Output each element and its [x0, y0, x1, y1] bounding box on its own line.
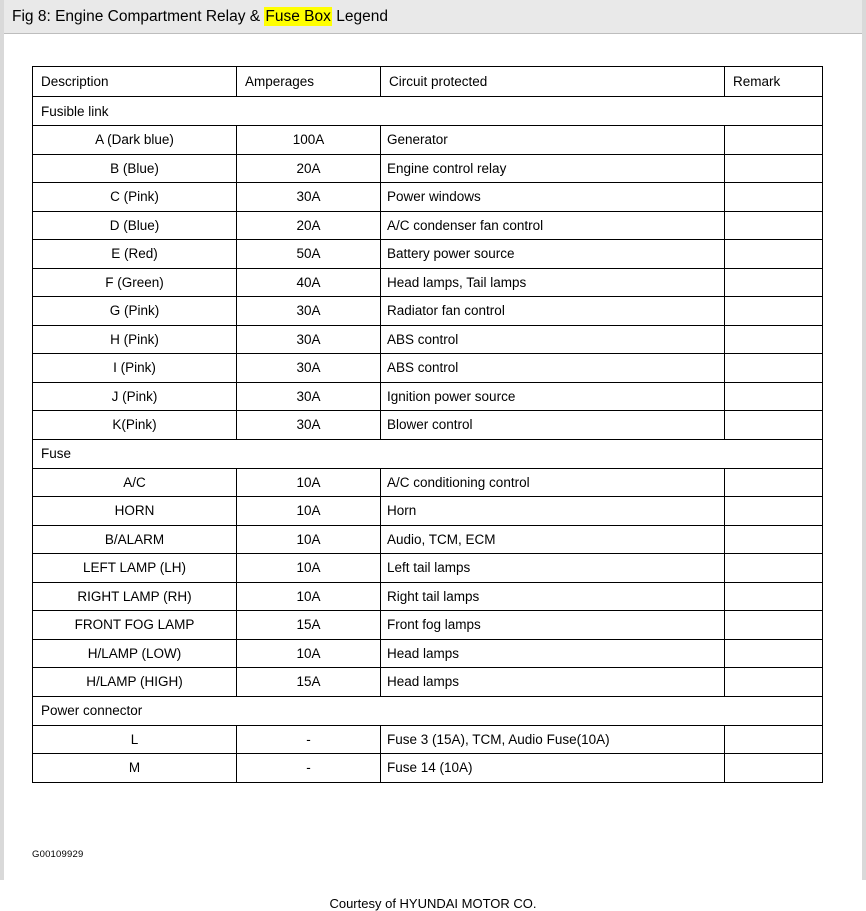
cell-amperage: 30A: [237, 325, 381, 354]
cell-remark: [725, 268, 823, 297]
cell-description: A/C: [33, 468, 237, 497]
cell-remark: [725, 183, 823, 212]
cell-circuit: Head lamps: [381, 639, 725, 668]
cell-circuit: Front fog lamps: [381, 611, 725, 640]
table-row: [33, 154, 823, 183]
cell-description: L: [33, 725, 237, 754]
cell-circuit: Ignition power source: [381, 382, 725, 411]
cell-description: I (Pink): [33, 354, 237, 383]
table-header-row: [33, 67, 823, 97]
cell-amperage: 30A: [237, 183, 381, 212]
cell-circuit: A/C condenser fan control: [381, 211, 725, 240]
cell-circuit: Horn: [381, 497, 725, 526]
cell-remark: [725, 725, 823, 754]
cell-circuit: Radiator fan control: [381, 297, 725, 326]
table-row: [33, 411, 823, 440]
cell-amperage: 20A: [237, 154, 381, 183]
courtesy-note: Courtesy of HYUNDAI MOTOR CO.: [329, 896, 537, 911]
table-row: [33, 268, 823, 297]
cell-description: K(Pink): [33, 411, 237, 440]
cell-circuit: Power windows: [381, 183, 725, 212]
section-title: Power connector: [33, 696, 823, 725]
figure-title-bar: [4, 0, 862, 34]
table-row: [33, 639, 823, 668]
cell-remark: [725, 582, 823, 611]
cell-remark: [725, 639, 823, 668]
table-row: [33, 468, 823, 497]
cell-circuit: ABS control: [381, 354, 725, 383]
cell-description: F (Green): [33, 268, 237, 297]
cell-remark: [725, 325, 823, 354]
cell-remark: [725, 497, 823, 526]
cell-amperage: 10A: [237, 582, 381, 611]
cell-circuit: ABS control: [381, 325, 725, 354]
table-row: [33, 554, 823, 583]
table-row: [33, 611, 823, 640]
cell-remark: [725, 754, 823, 783]
cell-circuit: Battery power source: [381, 240, 725, 269]
cell-description: H (Pink): [33, 325, 237, 354]
cell-description: FRONT FOG LAMP: [33, 611, 237, 640]
cell-amperage: 30A: [237, 354, 381, 383]
cell-description: A (Dark blue): [33, 126, 237, 155]
section-row: [33, 97, 823, 126]
table-row: [33, 382, 823, 411]
table-row: [33, 325, 823, 354]
cell-remark: [725, 468, 823, 497]
cell-remark: [725, 354, 823, 383]
table-row: [33, 668, 823, 697]
cell-circuit: Head lamps: [381, 668, 725, 697]
table-row: [33, 126, 823, 155]
cell-remark: [725, 525, 823, 554]
table-row: [33, 240, 823, 269]
cell-amperage: 10A: [237, 497, 381, 526]
section-row: [33, 696, 823, 725]
table-body: [33, 67, 823, 783]
cell-circuit: A/C conditioning control: [381, 468, 725, 497]
cell-amperage: 10A: [237, 554, 381, 583]
column-header-circuit: Circuit protected: [381, 67, 725, 97]
cell-description: B/ALARM: [33, 525, 237, 554]
column-header-remark: Remark: [725, 67, 823, 97]
column-header-amperages: Amperages: [237, 67, 381, 97]
document-body: [4, 66, 862, 911]
cell-amperage: 20A: [237, 211, 381, 240]
cell-circuit: Audio, TCM, ECM: [381, 525, 725, 554]
cell-amperage: 40A: [237, 268, 381, 297]
cell-circuit: Blower control: [381, 411, 725, 440]
table-row: [33, 754, 823, 783]
cell-remark: [725, 668, 823, 697]
cell-remark: [725, 411, 823, 440]
cell-circuit: Generator: [381, 126, 725, 155]
cell-amperage: 10A: [237, 468, 381, 497]
cell-amperage: 50A: [237, 240, 381, 269]
cell-amperage: 30A: [237, 411, 381, 440]
cell-description: M: [33, 754, 237, 783]
cell-circuit: Fuse 14 (10A): [381, 754, 725, 783]
table-row: [33, 525, 823, 554]
cell-remark: [725, 297, 823, 326]
cell-circuit: Right tail lamps: [381, 582, 725, 611]
cell-description: J (Pink): [33, 382, 237, 411]
cell-description: LEFT LAMP (LH): [33, 554, 237, 583]
cell-remark: [725, 211, 823, 240]
table-row: [33, 183, 823, 212]
cell-description: D (Blue): [33, 211, 237, 240]
section-title: Fuse: [33, 439, 823, 468]
cell-circuit: Engine control relay: [381, 154, 725, 183]
table-row: [33, 725, 823, 754]
cell-description: RIGHT LAMP (RH): [33, 582, 237, 611]
cell-amperage: 15A: [237, 611, 381, 640]
cell-remark: [725, 240, 823, 269]
table-row: [33, 354, 823, 383]
figure-code: G00109929: [32, 849, 84, 860]
cell-description: C (Pink): [33, 183, 237, 212]
section-title: Fusible link: [33, 97, 823, 126]
cell-description: HORN: [33, 497, 237, 526]
figure-title-highlight: Fuse Box: [265, 7, 331, 25]
cell-remark: [725, 126, 823, 155]
table-row: [33, 497, 823, 526]
cell-amperage: 30A: [237, 382, 381, 411]
cell-amperage: 10A: [237, 639, 381, 668]
section-row: [33, 439, 823, 468]
cell-description: H/LAMP (HIGH): [33, 668, 237, 697]
cell-remark: [725, 154, 823, 183]
table-row: [33, 582, 823, 611]
cell-amperage: -: [237, 754, 381, 783]
cell-amperage: 30A: [237, 297, 381, 326]
cell-amperage: 15A: [237, 668, 381, 697]
cell-circuit: Head lamps, Tail lamps: [381, 268, 725, 297]
cell-description: G (Pink): [33, 297, 237, 326]
cell-remark: [725, 554, 823, 583]
cell-circuit: Fuse 3 (15A), TCM, Audio Fuse(10A): [381, 725, 725, 754]
cell-amperage: 100A: [237, 126, 381, 155]
table-row: [33, 297, 823, 326]
cell-remark: [725, 382, 823, 411]
fuse-legend-table: [32, 66, 823, 783]
figure-title-prefix: Fig 8: Engine Compartment Relay &: [12, 7, 265, 25]
cell-description: E (Red): [33, 240, 237, 269]
cell-circuit: Left tail lamps: [381, 554, 725, 583]
table-row: [33, 211, 823, 240]
page-title: [12, 8, 388, 26]
cell-description: B (Blue): [33, 154, 237, 183]
cell-amperage: 10A: [237, 525, 381, 554]
cell-remark: [725, 611, 823, 640]
column-header-description: Description: [33, 67, 237, 97]
figure-title-suffix: Legend: [331, 7, 388, 25]
cell-amperage: -: [237, 725, 381, 754]
cell-description: H/LAMP (LOW): [33, 639, 237, 668]
